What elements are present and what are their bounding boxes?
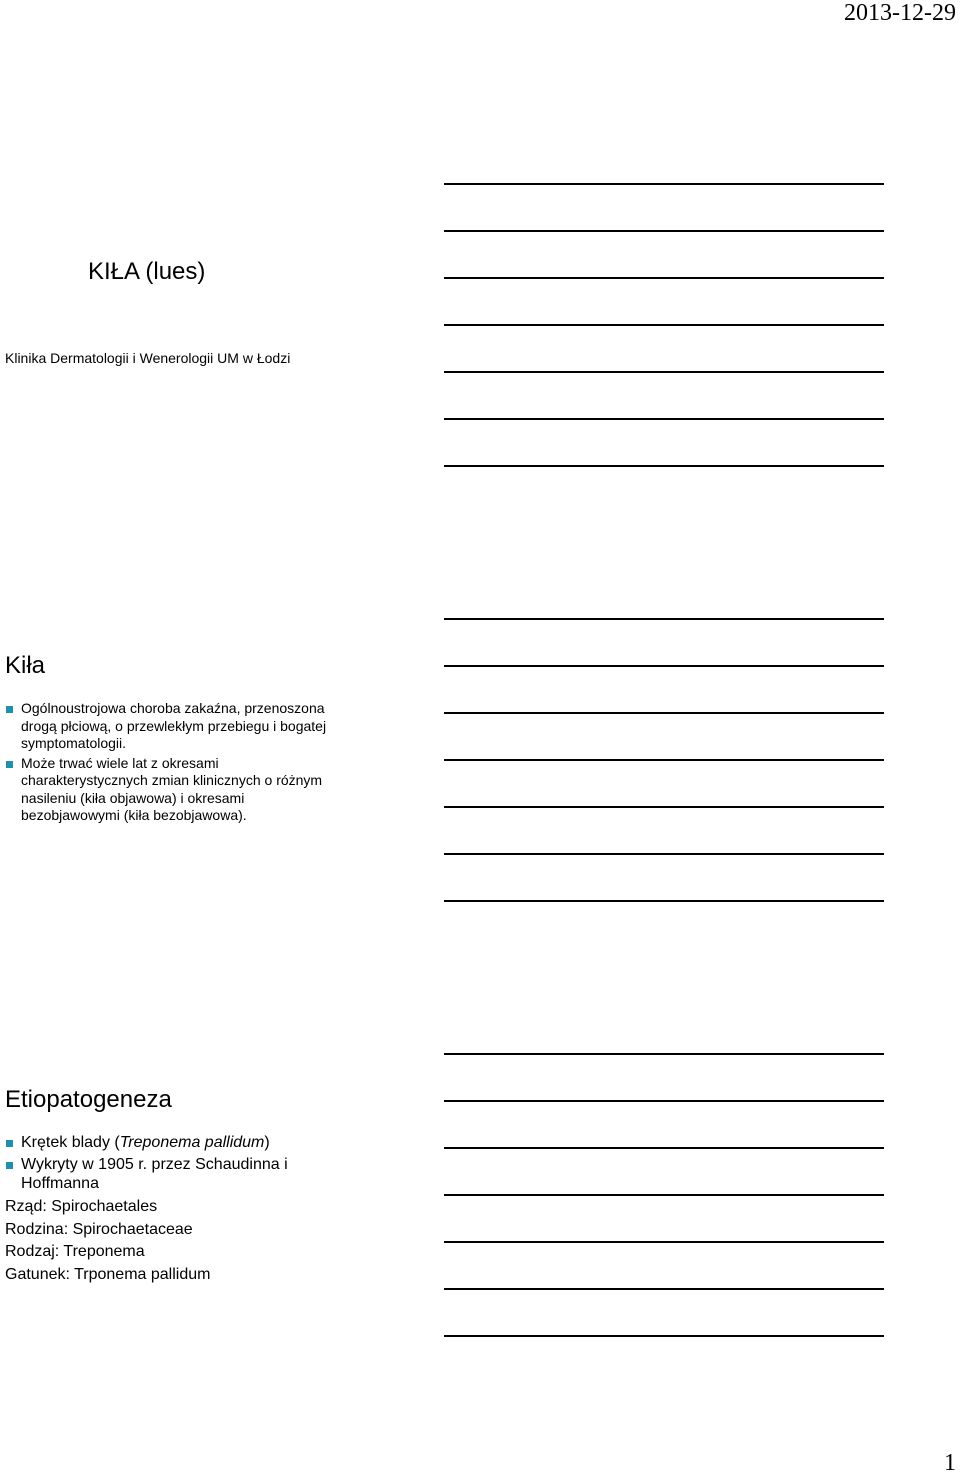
square-bullet-icon xyxy=(6,1162,13,1169)
note-line xyxy=(444,1194,884,1196)
note-line xyxy=(444,1335,884,1337)
note-line xyxy=(444,1288,884,1290)
note-line xyxy=(444,230,884,232)
page-number: 1 xyxy=(944,1450,956,1476)
note-line xyxy=(444,853,884,855)
square-bullet-icon xyxy=(6,706,13,713)
note-line xyxy=(444,418,884,420)
list-item: Może trwać wiele lat z okresami charakterystycznych zmian klinicznych o różnym nasileniu (kiła objawowa) i okresami bezobjawowymi (kiła bezobjawowa). xyxy=(5,755,340,825)
note-line xyxy=(444,324,884,326)
slide-3-bullets xyxy=(5,1133,340,1193)
list-item: Krętek blady (Treponema pallidum) xyxy=(5,1133,340,1152)
note-line xyxy=(444,371,884,373)
taxonomy-genus: Rodzaj: Treponema xyxy=(5,1243,145,1260)
document-date: 2013-12-29 xyxy=(844,0,956,26)
note-line xyxy=(444,665,884,667)
note-line xyxy=(444,277,884,279)
taxonomy-family: Rodzina: Spirochaetaceae xyxy=(5,1220,193,1238)
slide-3-title: Etiopatogeneza xyxy=(5,1086,172,1113)
slide-1-title: KIŁA (lues) xyxy=(88,258,206,285)
note-line xyxy=(444,712,884,714)
note-line xyxy=(444,1100,884,1102)
note-line xyxy=(444,1053,884,1055)
square-bullet-icon xyxy=(6,761,13,768)
note-line xyxy=(444,900,884,902)
list-item: Ogólnoustrojowa choroba zakaźna, przenoszona drogą płciową, o przewlekłym przebiegu i bogatej symptomatologii. xyxy=(5,700,340,753)
slide-2 xyxy=(5,652,340,825)
slide-3 xyxy=(5,1086,340,1286)
slide-2-bullets xyxy=(5,700,340,825)
square-bullet-icon xyxy=(6,1140,13,1147)
note-line xyxy=(444,618,884,620)
note-line xyxy=(444,1147,884,1149)
note-line xyxy=(444,1241,884,1243)
slide-2-title: Kiła xyxy=(5,652,46,679)
list-item: Wykryty w 1905 r. przez Schaudinna i Hoffmanna xyxy=(5,1155,340,1193)
taxonomy-list xyxy=(5,1196,340,1286)
taxonomy-order: Rząd: Spirochaetales xyxy=(5,1198,158,1215)
note-line xyxy=(444,806,884,808)
taxonomy-species: Gatunek: Trponema pallidum xyxy=(5,1265,211,1283)
note-line xyxy=(444,759,884,761)
note-line xyxy=(444,183,884,185)
note-line xyxy=(444,465,884,467)
slide-1-subtitle: Klinika Dermatologii i Wenerologii UM w Łodzi xyxy=(5,350,291,366)
